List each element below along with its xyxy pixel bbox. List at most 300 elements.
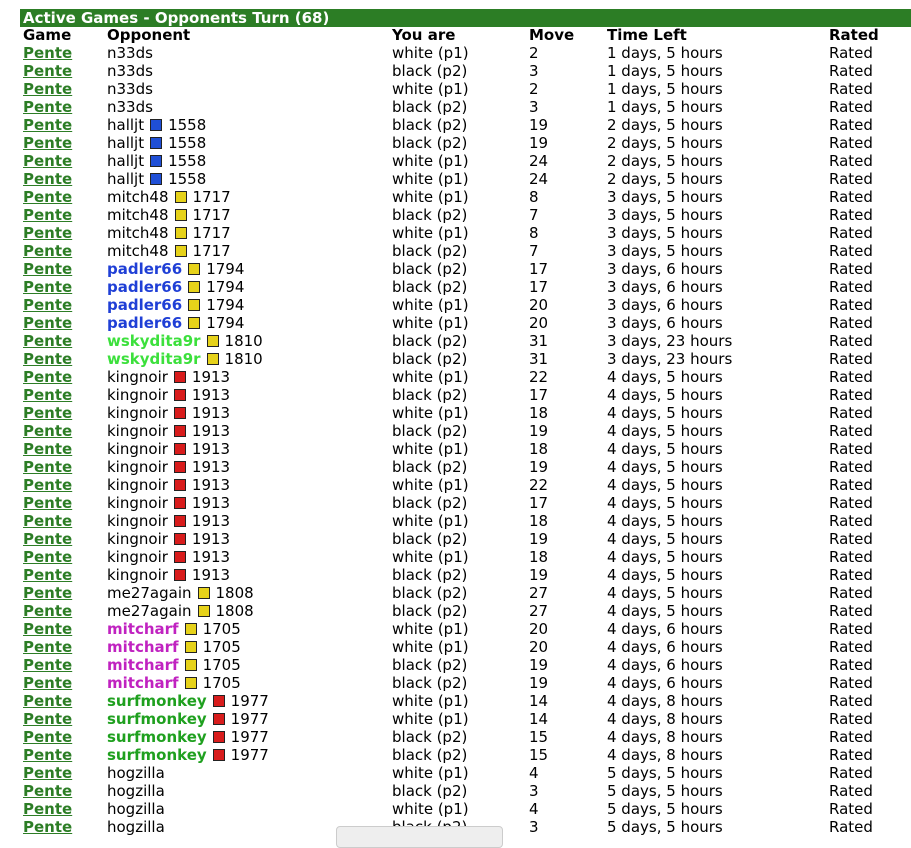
rating-square-icon (213, 731, 225, 743)
rated-status: Rated (829, 800, 873, 818)
move-number: 17 (529, 278, 549, 296)
time-left: 4 days, 5 hours (607, 440, 723, 458)
time-left: 4 days, 5 hours (607, 476, 723, 494)
game-link[interactable]: Pente (23, 314, 73, 332)
you-are: white (p1) (392, 638, 469, 656)
game-link[interactable]: Pente (23, 80, 73, 98)
rated-status: Rated (829, 584, 873, 602)
opponent-rating: 1705 (202, 638, 241, 656)
game-link[interactable]: Pente (23, 674, 73, 692)
you-are: white (p1) (392, 80, 469, 98)
time-left: 2 days, 5 hours (607, 152, 723, 170)
time-left: 4 days, 5 hours (607, 404, 723, 422)
table-row (0, 116, 911, 134)
opponent-rating: 1558 (168, 116, 207, 134)
rating-square-icon (188, 281, 200, 293)
game-link[interactable]: Pente (23, 800, 73, 818)
game-link[interactable]: Pente (23, 818, 73, 836)
you-are: black (p2) (392, 332, 468, 350)
rated-status: Rated (829, 512, 873, 530)
move-number: 19 (529, 422, 549, 440)
table-row (0, 530, 911, 548)
time-left: 1 days, 5 hours (607, 98, 723, 116)
opponent-name[interactable]: wskydita9r (107, 332, 201, 350)
you-are: black (p2) (392, 278, 468, 296)
time-left: 4 days, 6 hours (607, 656, 723, 674)
rated-status: Rated (829, 386, 873, 404)
opponent-rating: 1913 (191, 566, 231, 584)
time-left: 3 days, 23 hours (607, 332, 733, 350)
rated-status: Rated (829, 728, 873, 746)
opponent-name: halljt (107, 134, 145, 152)
table-row (0, 206, 911, 224)
you-are: white (p1) (392, 476, 469, 494)
move-number: 18 (529, 404, 549, 422)
game-link[interactable]: Pente (23, 440, 73, 458)
time-left: 3 days, 6 hours (607, 278, 723, 296)
move-number: 19 (529, 566, 549, 584)
opponent-rating: 1913 (191, 476, 231, 494)
game-link[interactable]: Pente (23, 476, 73, 494)
rated-status: Rated (829, 98, 873, 116)
table-row (0, 638, 911, 656)
rated-status: Rated (829, 260, 873, 278)
table-row (0, 620, 911, 638)
opponent-name[interactable]: padler66 (107, 260, 183, 278)
table-row (0, 314, 911, 332)
opponent-name: hogzilla (107, 782, 165, 800)
you-are: white (p1) (392, 692, 469, 710)
rating-square-icon (174, 479, 186, 491)
time-left: 4 days, 5 hours (607, 530, 723, 548)
table-row (0, 422, 911, 440)
rating-square-icon (174, 443, 186, 455)
opponent-rating: 1794 (206, 314, 245, 332)
you-are: black (p2) (392, 386, 468, 404)
rating-square-icon (174, 461, 186, 473)
rating-square-icon (188, 263, 200, 275)
time-left: 3 days, 23 hours (607, 350, 733, 368)
rated-status: Rated (829, 746, 873, 764)
rated-status: Rated (829, 656, 873, 674)
opponent-name: kingnoir (107, 440, 168, 458)
column-header-you-are: You are (392, 26, 456, 44)
opponent-name: n33ds (107, 98, 153, 116)
rated-status: Rated (829, 602, 873, 620)
game-link[interactable]: Pente (23, 638, 73, 656)
you-are: black (p2) (392, 350, 468, 368)
opponent-name: mitch48 (107, 224, 169, 242)
move-number: 17 (529, 386, 549, 404)
game-link[interactable]: Pente (23, 728, 73, 746)
you-are: white (p1) (392, 800, 469, 818)
opponent-name: mitch48 (107, 242, 169, 260)
move-number: 24 (529, 152, 549, 170)
move-number: 4 (529, 800, 539, 818)
you-are: black (p2) (392, 116, 468, 134)
rated-status: Rated (829, 278, 873, 296)
rating-square-icon (185, 623, 197, 635)
table-row (0, 152, 911, 170)
opponent-name[interactable]: mitcharf (107, 656, 179, 674)
rating-square-icon (174, 371, 186, 383)
rated-status: Rated (829, 62, 873, 80)
table-row (0, 368, 911, 386)
game-link[interactable]: Pente (23, 782, 73, 800)
opponent-name: mitch48 (107, 206, 169, 224)
opponent-name: n33ds (107, 44, 153, 62)
game-link[interactable]: Pente (23, 170, 73, 188)
opponent-rating: 1977 (230, 710, 269, 728)
you-are: black (p2) (392, 674, 468, 692)
table-row (0, 494, 911, 512)
time-left: 3 days, 5 hours (607, 206, 723, 224)
time-left: 4 days, 5 hours (607, 422, 723, 440)
move-number: 2 (529, 44, 539, 62)
table-row (0, 134, 911, 152)
you-are: white (p1) (392, 314, 469, 332)
table-row (0, 404, 911, 422)
rated-status: Rated (829, 476, 873, 494)
opponent-rating: 1794 (206, 278, 245, 296)
time-left: 4 days, 5 hours (607, 584, 723, 602)
time-left: 2 days, 5 hours (607, 170, 723, 188)
column-header-opponent: Opponent (107, 26, 191, 44)
game-link[interactable]: Pente (23, 422, 73, 440)
rated-status: Rated (829, 116, 873, 134)
rated-status: Rated (829, 404, 873, 422)
you-are: black (p2) (392, 134, 468, 152)
table-row (0, 548, 911, 566)
opponent-name: n33ds (107, 80, 153, 98)
move-number: 17 (529, 260, 549, 278)
game-link[interactable]: Pente (23, 188, 73, 206)
time-left: 4 days, 5 hours (607, 566, 723, 584)
opponent-name: halljt (107, 152, 145, 170)
move-number: 14 (529, 710, 549, 728)
game-link[interactable]: Pente (23, 656, 73, 674)
you-are: black (p2) (392, 206, 468, 224)
column-header-game: Game (23, 26, 72, 44)
rating-square-icon (185, 677, 197, 689)
opponent-name: kingnoir (107, 476, 168, 494)
game-link[interactable]: Pente (23, 350, 73, 368)
you-are: black (p2) (392, 602, 468, 620)
opponent-name[interactable]: mitcharf (107, 674, 179, 692)
rated-status: Rated (829, 458, 873, 476)
you-are: white (p1) (392, 368, 469, 386)
opponent-name[interactable]: mitcharf (107, 638, 179, 656)
move-number: 17 (529, 494, 549, 512)
game-link[interactable]: Pente (23, 512, 73, 530)
opponent-name[interactable]: surfmonkey (107, 746, 207, 764)
opponent-rating: 1705 (202, 674, 241, 692)
game-link[interactable]: Pente (23, 98, 73, 116)
rating-square-icon (174, 551, 186, 563)
time-left: 4 days, 6 hours (607, 674, 723, 692)
you-are: white (p1) (392, 152, 469, 170)
move-number: 20 (529, 620, 549, 638)
move-number: 18 (529, 440, 549, 458)
table-row (0, 584, 911, 602)
move-number: 7 (529, 206, 539, 224)
you-are: black (p2) (392, 422, 468, 440)
opponent-name[interactable]: surfmonkey (107, 728, 207, 746)
rating-square-icon (207, 335, 219, 347)
table-row (0, 764, 911, 782)
move-number: 18 (529, 548, 549, 566)
time-left: 4 days, 8 hours (607, 710, 723, 728)
opponent-rating: 1705 (202, 620, 241, 638)
rating-square-icon (175, 209, 187, 221)
opponent-name[interactable]: padler66 (107, 314, 183, 332)
table-row (0, 512, 911, 530)
opponent-rating: 1558 (168, 170, 207, 188)
time-left: 3 days, 6 hours (607, 314, 723, 332)
table-row (0, 188, 911, 206)
time-left: 4 days, 6 hours (607, 620, 723, 638)
opponent-name[interactable]: surfmonkey (107, 710, 207, 728)
overlay-tab[interactable] (336, 826, 503, 848)
move-number: 4 (529, 764, 539, 782)
table-row (0, 674, 911, 692)
game-link[interactable]: Pente (23, 692, 73, 710)
opponent-rating: 1913 (191, 422, 231, 440)
opponent-name: hogzilla (107, 800, 165, 818)
move-number: 27 (529, 602, 549, 620)
game-link[interactable]: Pente (23, 746, 73, 764)
rated-status: Rated (829, 638, 873, 656)
time-left: 4 days, 5 hours (607, 494, 723, 512)
move-number: 7 (529, 242, 539, 260)
table-row (0, 692, 911, 710)
opponent-name: kingnoir (107, 566, 168, 584)
table-row (0, 80, 911, 98)
rated-status: Rated (829, 782, 873, 800)
time-left: 3 days, 6 hours (607, 260, 723, 278)
rated-status: Rated (829, 224, 873, 242)
you-are: white (p1) (392, 620, 469, 638)
table-row (0, 800, 911, 818)
opponent-name[interactable]: padler66 (107, 278, 183, 296)
table-row (0, 350, 911, 368)
game-link[interactable]: Pente (23, 116, 73, 134)
rated-status: Rated (829, 818, 873, 836)
you-are: black (p2) (392, 782, 468, 800)
game-link[interactable]: Pente (23, 386, 73, 404)
game-link[interactable]: Pente (23, 62, 73, 80)
rated-status: Rated (829, 332, 873, 350)
move-number: 3 (529, 62, 539, 80)
you-are: white (p1) (392, 764, 469, 782)
rating-square-icon (174, 533, 186, 545)
you-are: white (p1) (392, 404, 469, 422)
you-are: black (p2) (392, 728, 468, 746)
table-row (0, 656, 911, 674)
game-link[interactable]: Pente (23, 242, 73, 260)
table-row (0, 602, 911, 620)
rated-status: Rated (829, 620, 873, 638)
game-link[interactable]: Pente (23, 296, 73, 314)
game-link[interactable]: Pente (23, 368, 73, 386)
opponent-name[interactable]: mitcharf (107, 620, 179, 638)
move-number: 3 (529, 98, 539, 116)
table-row (0, 278, 911, 296)
game-link[interactable]: Pente (23, 530, 73, 548)
game-link[interactable]: Pente (23, 494, 73, 512)
section-title: Active Games - Opponents Turn (68) (20, 9, 911, 27)
game-link[interactable]: Pente (23, 566, 73, 584)
move-number: 19 (529, 530, 549, 548)
table-row (0, 476, 911, 494)
game-link[interactable]: Pente (23, 602, 73, 620)
rated-status: Rated (829, 422, 873, 440)
game-link[interactable]: Pente (23, 458, 73, 476)
move-number: 31 (529, 332, 549, 350)
move-number: 19 (529, 134, 549, 152)
rated-status: Rated (829, 692, 873, 710)
rating-square-icon (198, 605, 210, 617)
rating-square-icon (174, 425, 186, 437)
rating-square-icon (185, 659, 197, 671)
rated-status: Rated (829, 368, 873, 386)
rating-square-icon (150, 155, 162, 167)
game-link[interactable]: Pente (23, 332, 73, 350)
opponent-rating: 1717 (192, 206, 231, 224)
opponent-name: kingnoir (107, 458, 168, 476)
table-row (0, 782, 911, 800)
you-are: white (p1) (392, 224, 469, 242)
opponent-rating: 1808 (215, 602, 254, 620)
opponent-name: kingnoir (107, 494, 168, 512)
game-link[interactable]: Pente (23, 764, 73, 782)
move-number: 27 (529, 584, 549, 602)
move-number: 19 (529, 116, 549, 134)
rating-square-icon (174, 497, 186, 509)
opponent-rating: 1913 (191, 458, 231, 476)
move-number: 3 (529, 782, 539, 800)
opponent-rating: 1913 (191, 368, 231, 386)
game-link[interactable]: Pente (23, 404, 73, 422)
rating-square-icon (175, 227, 187, 239)
game-link[interactable]: Pente (23, 152, 73, 170)
time-left: 4 days, 5 hours (607, 548, 723, 566)
rating-square-icon (207, 353, 219, 365)
game-link[interactable]: Pente (23, 620, 73, 638)
move-number: 31 (529, 350, 549, 368)
time-left: 4 days, 8 hours (607, 746, 723, 764)
game-link[interactable]: Pente (23, 260, 73, 278)
rating-square-icon (175, 245, 187, 257)
you-are: black (p2) (392, 242, 468, 260)
game-link[interactable]: Pente (23, 134, 73, 152)
opponent-rating: 1913 (191, 548, 231, 566)
opponent-name[interactable]: surfmonkey (107, 692, 207, 710)
column-header-move: Move (529, 26, 575, 44)
game-link[interactable]: Pente (23, 224, 73, 242)
table-row (0, 62, 911, 80)
opponent-name[interactable]: wskydita9r (107, 350, 201, 368)
rating-square-icon (188, 299, 200, 311)
time-left: 3 days, 5 hours (607, 188, 723, 206)
you-are: black (p2) (392, 530, 468, 548)
move-number: 19 (529, 458, 549, 476)
time-left: 4 days, 5 hours (607, 368, 723, 386)
column-header-time-left: Time Left (607, 26, 687, 44)
opponent-rating: 1913 (191, 494, 231, 512)
opponent-name: kingnoir (107, 530, 168, 548)
table-row (0, 458, 911, 476)
rated-status: Rated (829, 44, 873, 62)
rated-status: Rated (829, 314, 873, 332)
move-number: 20 (529, 314, 549, 332)
table-row (0, 296, 911, 314)
table-row (0, 170, 911, 188)
opponent-name[interactable]: padler66 (107, 296, 183, 314)
time-left: 2 days, 5 hours (607, 134, 723, 152)
table-row (0, 44, 911, 62)
rating-square-icon (174, 389, 186, 401)
time-left: 4 days, 5 hours (607, 458, 723, 476)
table-row (0, 224, 911, 242)
you-are: white (p1) (392, 512, 469, 530)
you-are: white (p1) (392, 710, 469, 728)
opponent-rating: 1913 (191, 530, 231, 548)
move-number: 15 (529, 746, 549, 764)
rated-status: Rated (829, 242, 873, 260)
rating-square-icon (150, 119, 162, 131)
opponent-rating: 1558 (168, 134, 207, 152)
opponent-rating: 1558 (168, 152, 207, 170)
rated-status: Rated (829, 548, 873, 566)
game-link[interactable]: Pente (23, 710, 73, 728)
opponent-rating: 1977 (230, 746, 269, 764)
opponent-name: kingnoir (107, 368, 168, 386)
you-are: black (p2) (392, 584, 468, 602)
you-are: black (p2) (392, 62, 468, 80)
game-link[interactable]: Pente (23, 548, 73, 566)
opponent-name: hogzilla (107, 818, 165, 836)
opponent-name: mitch48 (107, 188, 169, 206)
you-are: black (p2) (392, 458, 468, 476)
move-number: 20 (529, 638, 549, 656)
time-left: 4 days, 5 hours (607, 512, 723, 530)
time-left: 4 days, 8 hours (607, 728, 723, 746)
time-left: 3 days, 6 hours (607, 296, 723, 314)
table-row (0, 440, 911, 458)
you-are: white (p1) (392, 188, 469, 206)
game-link[interactable]: Pente (23, 206, 73, 224)
game-link[interactable]: Pente (23, 278, 73, 296)
rated-status: Rated (829, 350, 873, 368)
table-row (0, 746, 911, 764)
game-link[interactable]: Pente (23, 44, 73, 62)
time-left: 3 days, 5 hours (607, 242, 723, 260)
rated-status: Rated (829, 530, 873, 548)
game-link[interactable]: Pente (23, 584, 73, 602)
you-are: black (p2) (392, 260, 468, 278)
time-left: 4 days, 6 hours (607, 638, 723, 656)
opponent-rating: 1810 (224, 350, 263, 368)
column-header-rated: Rated (829, 26, 879, 44)
opponent-rating: 1794 (206, 260, 245, 278)
you-are: white (p1) (392, 548, 469, 566)
you-are: white (p1) (392, 44, 469, 62)
opponent-rating: 1810 (224, 332, 263, 350)
rating-square-icon (174, 407, 186, 419)
rating-square-icon (213, 695, 225, 707)
move-number: 22 (529, 476, 549, 494)
